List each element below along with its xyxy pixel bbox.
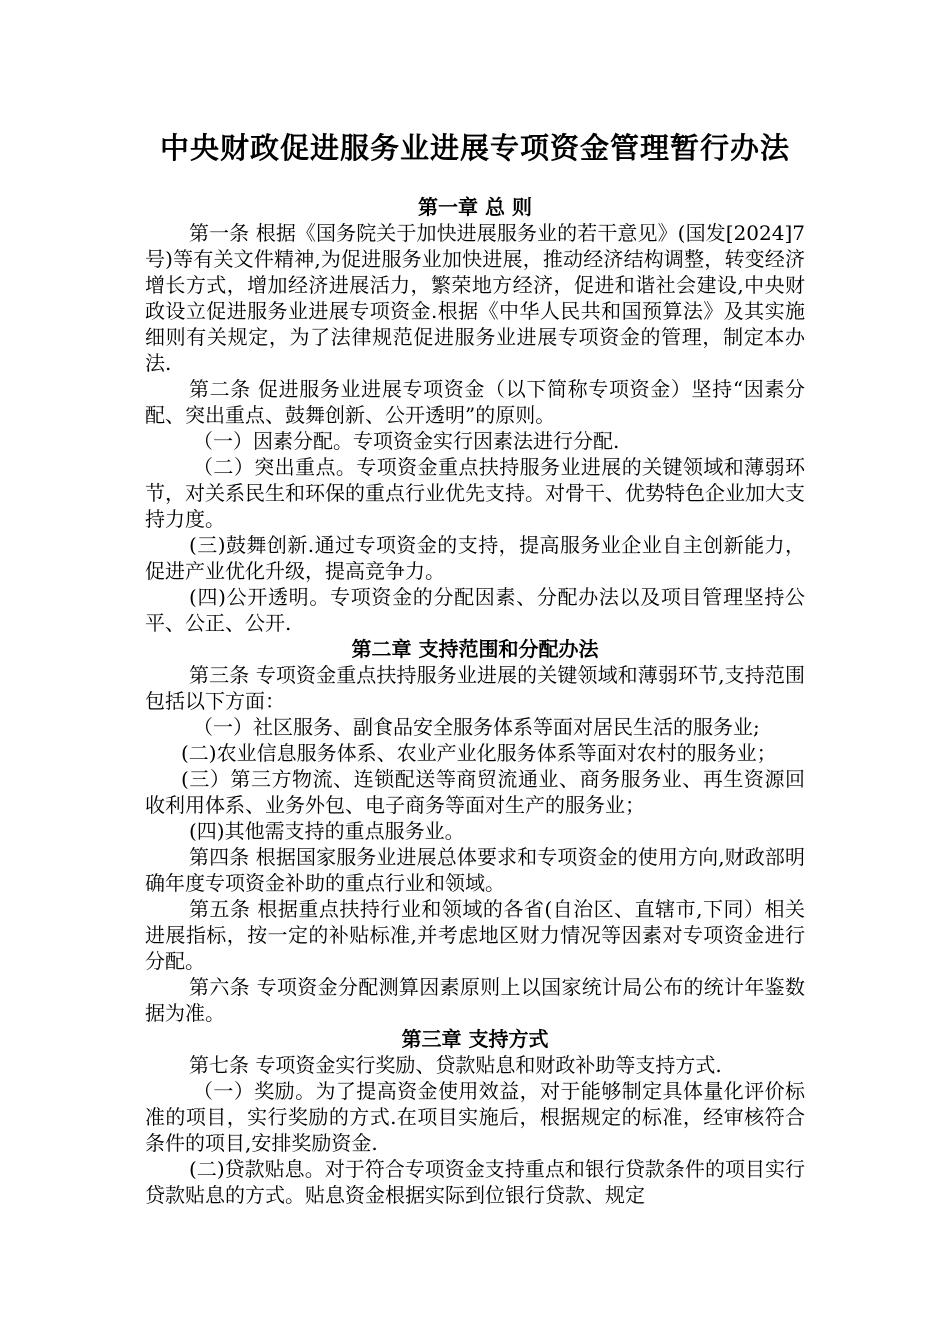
- clause-paragraph: （一）因素分配。专项资金实行因素法进行分配.: [193, 429, 620, 453]
- clause-paragraph: (二)农业信息服务体系、农业产业化服务体系等面对农村的服务业；: [181, 741, 777, 765]
- clause-paragraph: (三）第三方物流、连锁配送等商贸流通业、商务服务业、再生资源回收利用体系、业务外包、电子商务等面对生产的服务业；: [145, 767, 805, 817]
- article-paragraph: 第三条 专项资金重点扶持服务业进展的关键领域和薄弱环节,支持范围包括以下方面：: [145, 663, 805, 713]
- chapter-heading: 第二章 支持范围和分配办法: [351, 637, 599, 661]
- article-paragraph: 第一条 根据《国务院关于加快进展服务业的若干意见》(国发[2024]7号)等有关文件精神,为促进服务业加快进展，推动经济结构调整，转变经济增长方式，增加经济进展活力，繁荣地方经济，促进和谐社会建设,中央财政设立促进服务业进展专项资金.根据《中华人民共和国预算法》及其实施细则有关规定，为了法律规范促进服务业进展专项资金的管理，制定本办法.: [145, 221, 805, 375]
- clause-paragraph: （二）突出重点。专项资金重点扶持服务业进展的关键领域和薄弱环节，对关系民生和环保的重点行业优先支持。对骨干、优势特色企业加大支持力度。: [145, 455, 805, 531]
- article-paragraph: 第六条 专项资金分配测算因素原则上以国家统计局公布的统计年鉴数据为准。: [145, 975, 805, 1025]
- clause-paragraph: （一）社区服务、副食品安全服务体系等面对居民生活的服务业;: [193, 715, 760, 739]
- document-body: [145, 194, 805, 1208]
- clause-paragraph: (四)公开透明。专项资金的分配因素、分配办法以及项目管理坚持公平、公正、公开.: [145, 585, 805, 635]
- article-paragraph: 第四条 根据国家服务业进展总体要求和专项资金的使用方向,财政部明确年度专项资金补助的重点行业和领域。: [145, 845, 805, 895]
- article-paragraph: 第二条 促进服务业进展专项资金（以下简称专项资金）坚持“因素分配、突出重点、鼓舞创新、公开透明”的原则。: [145, 377, 805, 427]
- chapter-heading: 第一章 总 则: [418, 195, 532, 219]
- clause-paragraph: (二)贷款贴息。对于符合专项资金支持重点和银行贷款条件的项目实行贷款贴息的方式。贴息资金根据实际到位银行贷款、规定: [145, 1157, 805, 1207]
- clause-paragraph: (四)其他需支持的重点服务业。: [189, 819, 465, 843]
- clause-paragraph: （一）奖励。为了提高资金使用效益，对于能够制定具体量化评价标准的项目，实行奖励的方式.在项目实施后，根据规定的标准，经审核符合条件的项目,安排奖励资金.: [145, 1079, 805, 1155]
- document-title: 中央财政促进服务业进展专项资金管理暂行办法: [159, 131, 790, 165]
- article-paragraph: 第七条 专项资金实行奖励、贷款贴息和财政补助等支持方式.: [189, 1053, 722, 1077]
- clause-paragraph: (三)鼓舞创新.通过专项资金的支持，提高服务业企业自主创新能力，促进产业优化升级，提高竞争力。: [145, 533, 805, 583]
- article-paragraph: 第五条 根据重点扶持行业和领域的各省(自治区、直辖市,下同）相关进展指标，按一定的补贴标准,并考虑地区财力情况等因素对专项资金进行分配。: [145, 897, 805, 973]
- chapter-heading: 第三章 支持方式: [401, 1027, 549, 1051]
